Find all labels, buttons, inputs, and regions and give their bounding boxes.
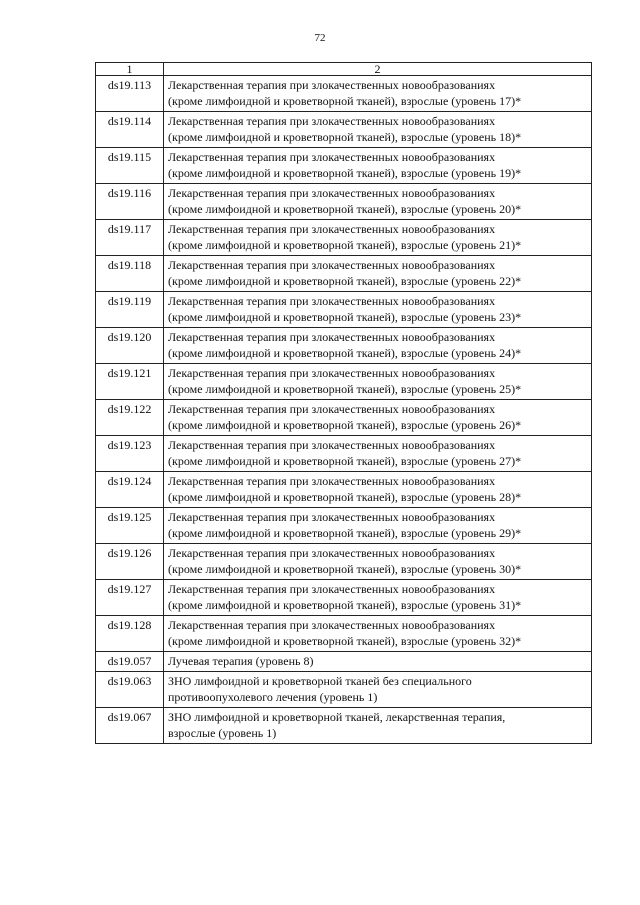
row-description: Лекарственная терапия при злокачественных новообразованиях (кроме лимфоидной и кроветворной тканей), взрослые (уровень 25)*	[164, 364, 592, 400]
row-code: ds19.114	[96, 112, 164, 148]
row-description: Лекарственная терапия при злокачественных новообразованиях (кроме лимфоидной и кроветворной тканей), взрослые (уровень 32)*	[164, 616, 592, 652]
row-code: ds19.120	[96, 328, 164, 364]
table-header-row	[96, 63, 592, 76]
row-description: Лекарственная терапия при злокачественных новообразованиях (кроме лимфоидной и кроветворной тканей), взрослые (уровень 24)*	[164, 328, 592, 364]
row-description: Лекарственная терапия при злокачественных новообразованиях (кроме лимфоидной и кроветворной тканей), взрослые (уровень 28)*	[164, 472, 592, 508]
row-description: Лекарственная терапия при злокачественных новообразованиях (кроме лимфоидной и кроветворной тканей), взрослые (уровень 30)*	[164, 544, 592, 580]
row-description: Лекарственная терапия при злокачественных новообразованиях (кроме лимфоидной и кроветворной тканей), взрослые (уровень 20)*	[164, 184, 592, 220]
row-description: Лекарственная терапия при злокачественных новообразованиях (кроме лимфоидной и кроветворной тканей), взрослые (уровень 27)*	[164, 436, 592, 472]
row-description: Лекарственная терапия при злокачественных новообразованиях (кроме лимфоидной и кроветворной тканей), взрослые (уровень 17)*	[164, 76, 592, 112]
table-row	[96, 508, 592, 544]
row-description: ЗНО лимфоидной и кроветворной тканей без специального противоопухолевого лечения (уровень 1)	[164, 672, 592, 708]
table-row	[96, 184, 592, 220]
table-row	[96, 220, 592, 256]
row-code: ds19.119	[96, 292, 164, 328]
row-code: ds19.123	[96, 436, 164, 472]
row-description: Лекарственная терапия при злокачественных новообразованиях (кроме лимфоидной и кроветворной тканей), взрослые (уровень 21)*	[164, 220, 592, 256]
table-row	[96, 400, 592, 436]
row-code: ds19.128	[96, 616, 164, 652]
table-row	[96, 292, 592, 328]
row-code: ds19.122	[96, 400, 164, 436]
row-code: ds19.113	[96, 76, 164, 112]
table-row	[96, 436, 592, 472]
table-row	[96, 256, 592, 292]
tariff-codes-table	[95, 62, 592, 744]
row-description: Лекарственная терапия при злокачественных новообразованиях (кроме лимфоидной и кроветворной тканей), взрослые (уровень 31)*	[164, 580, 592, 616]
table-row	[96, 76, 592, 112]
table-row	[96, 616, 592, 652]
row-code: ds19.127	[96, 580, 164, 616]
table-row	[96, 580, 592, 616]
table-row	[96, 652, 592, 672]
row-code: ds19.124	[96, 472, 164, 508]
table-row	[96, 708, 592, 744]
table-row	[96, 328, 592, 364]
row-code: ds19.125	[96, 508, 164, 544]
table-body	[96, 76, 592, 744]
row-code: ds19.067	[96, 708, 164, 744]
row-code: ds19.063	[96, 672, 164, 708]
table-row	[96, 672, 592, 708]
row-code: ds19.115	[96, 148, 164, 184]
row-description: Лекарственная терапия при злокачественных новообразованиях (кроме лимфоидной и кроветворной тканей), взрослые (уровень 23)*	[164, 292, 592, 328]
row-code: ds19.116	[96, 184, 164, 220]
row-code: ds19.117	[96, 220, 164, 256]
row-code: ds19.126	[96, 544, 164, 580]
row-description: ЗНО лимфоидной и кроветворной тканей, лекарственная терапия, взрослые (уровень 1)	[164, 708, 592, 744]
table-row	[96, 364, 592, 400]
row-description: Лекарственная терапия при злокачественных новообразованиях (кроме лимфоидной и кроветворной тканей), взрослые (уровень 22)*	[164, 256, 592, 292]
table-row	[96, 472, 592, 508]
row-description: Лекарственная терапия при злокачественных новообразованиях (кроме лимфоидной и кроветворной тканей), взрослые (уровень 19)*	[164, 148, 592, 184]
row-description: Лекарственная терапия при злокачественных новообразованиях (кроме лимфоидной и кроветворной тканей), взрослые (уровень 29)*	[164, 508, 592, 544]
table-row	[96, 544, 592, 580]
row-description: Лучевая терапия (уровень 8)	[164, 652, 592, 672]
row-code: ds19.118	[96, 256, 164, 292]
row-code: ds19.057	[96, 652, 164, 672]
column-header-1: 1	[96, 63, 164, 76]
table-row	[96, 112, 592, 148]
row-description: Лекарственная терапия при злокачественных новообразованиях (кроме лимфоидной и кроветворной тканей), взрослые (уровень 18)*	[164, 112, 592, 148]
table-row	[96, 148, 592, 184]
column-header-2: 2	[164, 63, 592, 76]
row-description: Лекарственная терапия при злокачественных новообразованиях (кроме лимфоидной и кроветворной тканей), взрослые (уровень 26)*	[164, 400, 592, 436]
page-number: 72	[314, 32, 326, 44]
row-code: ds19.121	[96, 364, 164, 400]
